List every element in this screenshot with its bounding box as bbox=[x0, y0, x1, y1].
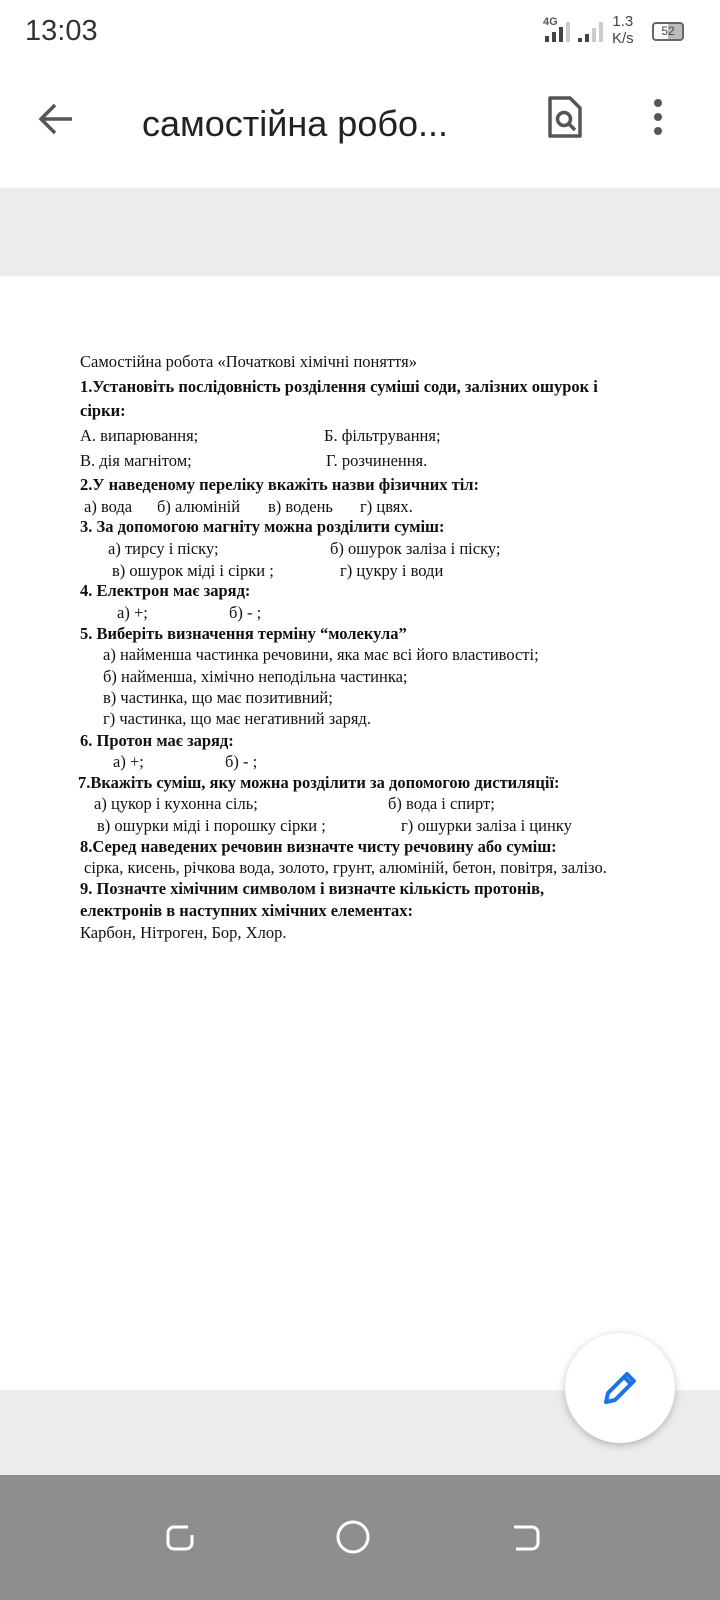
document-title: самостійна робо... bbox=[142, 103, 448, 144]
q7-option-d: г) ошурки заліза і цинку bbox=[401, 816, 572, 835]
q3-option-c: в) ошурок міді і сірки ; bbox=[112, 561, 274, 580]
battery-icon: 52 bbox=[652, 22, 684, 41]
q1-option-b: Б. фільтрування; bbox=[324, 426, 441, 445]
q1-text-cont: сірки: bbox=[80, 401, 126, 420]
q2-option-a: а) вода bbox=[84, 497, 133, 516]
speed-value: 1.3 bbox=[612, 13, 634, 30]
q9-list: Карбон, Нітроген, Бор, Хлор. bbox=[80, 923, 287, 942]
q2-option-d: г) цвях. bbox=[360, 497, 413, 516]
q9-text-cont: електронів в наступних хімічних елементах: bbox=[80, 901, 414, 920]
q8-text: 8.Серед наведених речовин визначте чисту речовину або суміш: bbox=[80, 837, 557, 856]
home-button[interactable] bbox=[335, 1519, 371, 1555]
q5-text: 5. Виберіть визначення терміну “молекула” bbox=[80, 624, 407, 643]
q3-text: 3. За допомогою магніту можна розділити суміш: bbox=[80, 517, 445, 536]
q4-option-b: б) - ; bbox=[229, 603, 262, 622]
q2-option-b: б) алюміній bbox=[157, 497, 241, 516]
q7-text: 7.Вкажіть суміш, яку можна розділити за допомогою дистиляції: bbox=[78, 773, 560, 792]
q7-option-a: а) цукор і кухонна сіль; bbox=[94, 794, 258, 813]
back-nav-icon bbox=[508, 1519, 544, 1555]
q5-option-d: г) частинка, що має негативний заряд. bbox=[103, 709, 371, 728]
back-nav-button[interactable] bbox=[508, 1519, 544, 1555]
q1-option-c: В. дія магнітом; bbox=[80, 451, 192, 470]
q1-text: 1.Установіть послідовність розділення суміші соди, залізних ошурок і bbox=[80, 377, 598, 396]
q6-option-b: б) - ; bbox=[225, 752, 258, 771]
recents-icon bbox=[162, 1519, 198, 1555]
navigation-bar bbox=[0, 1475, 720, 1600]
recents-button[interactable] bbox=[162, 1519, 198, 1555]
q9-text: 9. Позначте хімічним символом і визначте кількість протонів, bbox=[80, 879, 545, 898]
network-type: 4G bbox=[543, 16, 558, 28]
q7-option-c: в) ошурки міді і порошку сірки ; bbox=[97, 816, 326, 835]
pencil-icon bbox=[600, 1368, 640, 1408]
q5-option-c: в) частинка, що має позитивний; bbox=[103, 688, 333, 707]
q6-option-a: а) +; bbox=[113, 752, 144, 771]
q5-option-b: б) найменша, хімічно неподільна частинка; bbox=[103, 667, 408, 686]
q8-list: сірка, кисень, річкова вода, золото, грунт, алюміній, бетон, повітря, залізо. bbox=[84, 858, 607, 877]
speed-unit: K/s bbox=[612, 30, 634, 47]
doc-heading: Самостійна робота «Початкові хімічні поняття» bbox=[80, 352, 418, 371]
home-circle-icon bbox=[335, 1519, 371, 1555]
edit-button[interactable] bbox=[565, 1333, 675, 1443]
q1-option-d: Г. розчинення. bbox=[326, 451, 428, 470]
q3-option-a: а) тирсу і піску; bbox=[108, 539, 219, 558]
q3-option-b: б) ошурок заліза і піску; bbox=[330, 539, 501, 558]
q3-option-d: г) цукру і води bbox=[340, 561, 444, 580]
q1-option-a: А. випарювання; bbox=[80, 426, 199, 445]
q4-option-a: а) +; bbox=[117, 603, 148, 622]
q2-text: 2.У наведеному переліку вкажіть назви фізичних тіл: bbox=[80, 475, 480, 494]
q6-text: 6. Протон має заряд: bbox=[80, 731, 234, 750]
q5-option-a: а) найменша частинка речовини, яка має всі його властивості; bbox=[103, 645, 539, 664]
q7-option-b: б) вода і спирт; bbox=[388, 794, 495, 813]
q2-option-c: в) водень bbox=[268, 497, 333, 516]
clock: 13:03 bbox=[25, 15, 98, 47]
q4-text: 4. Електрон має заряд: bbox=[80, 581, 251, 600]
